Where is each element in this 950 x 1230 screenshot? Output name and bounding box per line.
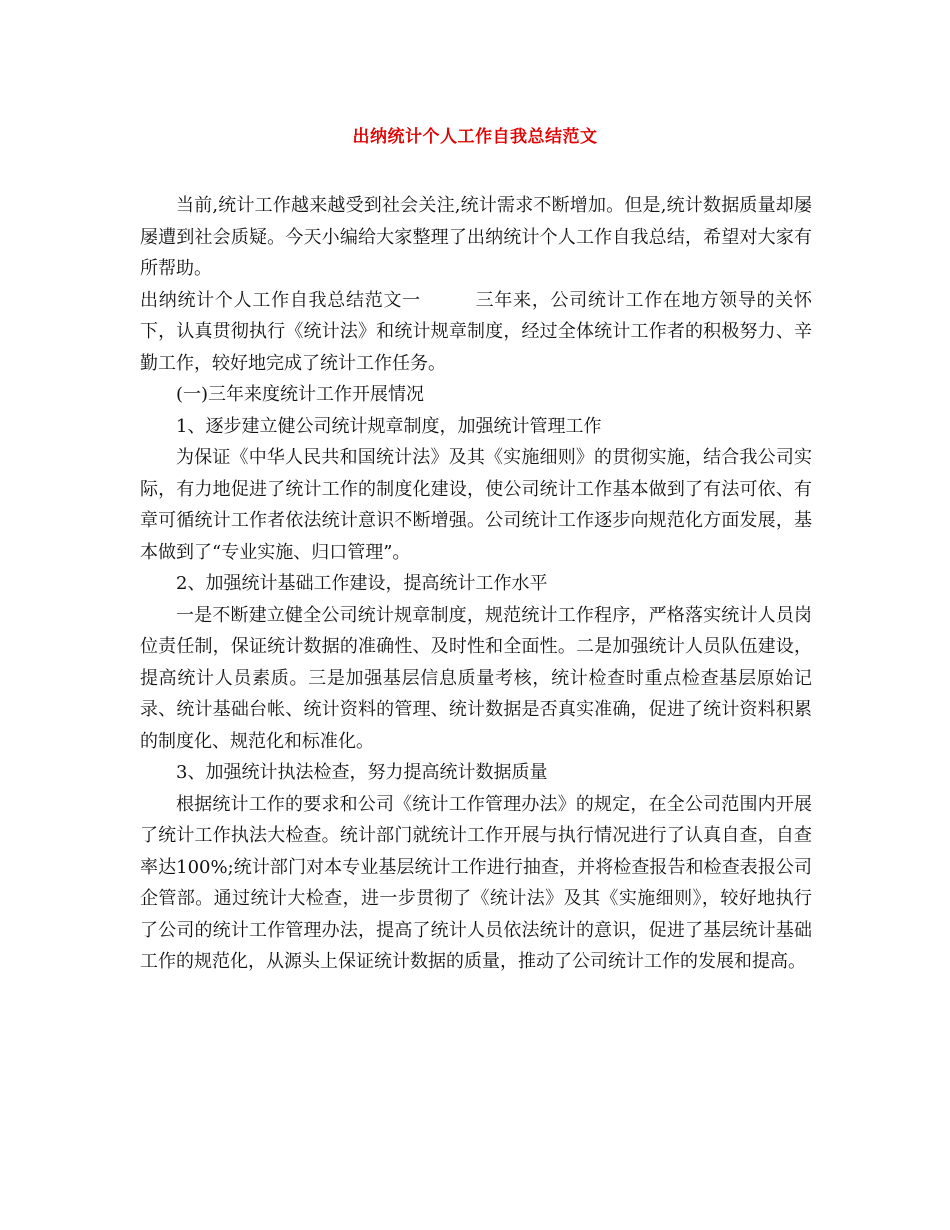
item-paragraph-3: 根据统计工作的要求和公司《统计工作管理办法》的规定，在全公司范围内开展了统计工作执法大检查。统计部门就统计工作开展与执行情况进行了认真自查，自查率达100%;统计部门对本专业基层统计工作进行抽查，并将检查报告和检查表报公司企管部。通过统计大检查，进一步贯彻了《统计法》及其《实施细则》，较好地执行了公司的统计工作管理办法，提高了统计人员依法统计的意识，促进了基层统计基础工作的规范化，从源头上保证统计数据的质量，推动了公司统计工作的发展和提高。	[140, 793, 812, 972]
section-one-paragraph	[140, 285, 812, 380]
item-heading-2: 2、加强统计基础工作建设，提高统计工作水平	[176, 573, 548, 594]
intro-paragraph: 当前,统计工作越来越受到社会关注,统计需求不断增加。但是,统计数据质量却屡屡遭到社会质疑。今天小编给大家整理了出纳统计个人工作自我总结，希望对大家有所帮助。	[140, 195, 812, 279]
document-body	[140, 190, 812, 978]
document-title: 出纳统计个人工作自我总结范文	[352, 127, 598, 147]
section-one-text: 三年来，公司统计工作在地方领导的关怀下，认真贯彻执行《统计法》和统计规章制度，经过全体统计工作者的积极努力、辛勤工作，较好地完成了统计工作任务。	[140, 289, 813, 374]
item-heading-1: 1、逐步建立健公司统计规章制度，加强统计管理工作	[176, 415, 602, 437]
item-paragraph-2: 一是不断建立健全公司统计规章制度，规范统计工作程序，严格落实统计人员岗位责任制，保证统计数据的准确性、及时性和全面性。二是加强统计人员队伍建设，提高统计人员素质。三是加强基层信息质量考核，统计检查时重点检查基层原始记录、统计基础台帐、统计资料的管理、统计数据是否真实准确，促进了统计资料积累的制度化、规范化和标准化。	[140, 604, 812, 752]
subsection-heading-overview: (一)三年来度统计工作开展情况	[176, 384, 425, 405]
section-one-heading: 出纳统计个人工作自我总结范文一	[140, 289, 421, 311]
item-paragraph-1: 为保证《中华人民共和国统计法》及其《实施细则》的贯彻实施，结合我公司实际，有力地促进了统计工作的制度化建设，使公司统计工作基本做到了有法可依、有章可循统计工作者依法统计意识不断增强。公司统计工作逐步向规范化方面发展，基本做到了“专业实施、归口管理”。	[140, 447, 812, 563]
item-heading-3: 3、加强统计执法检查，努力提高统计数据质量	[176, 762, 548, 783]
